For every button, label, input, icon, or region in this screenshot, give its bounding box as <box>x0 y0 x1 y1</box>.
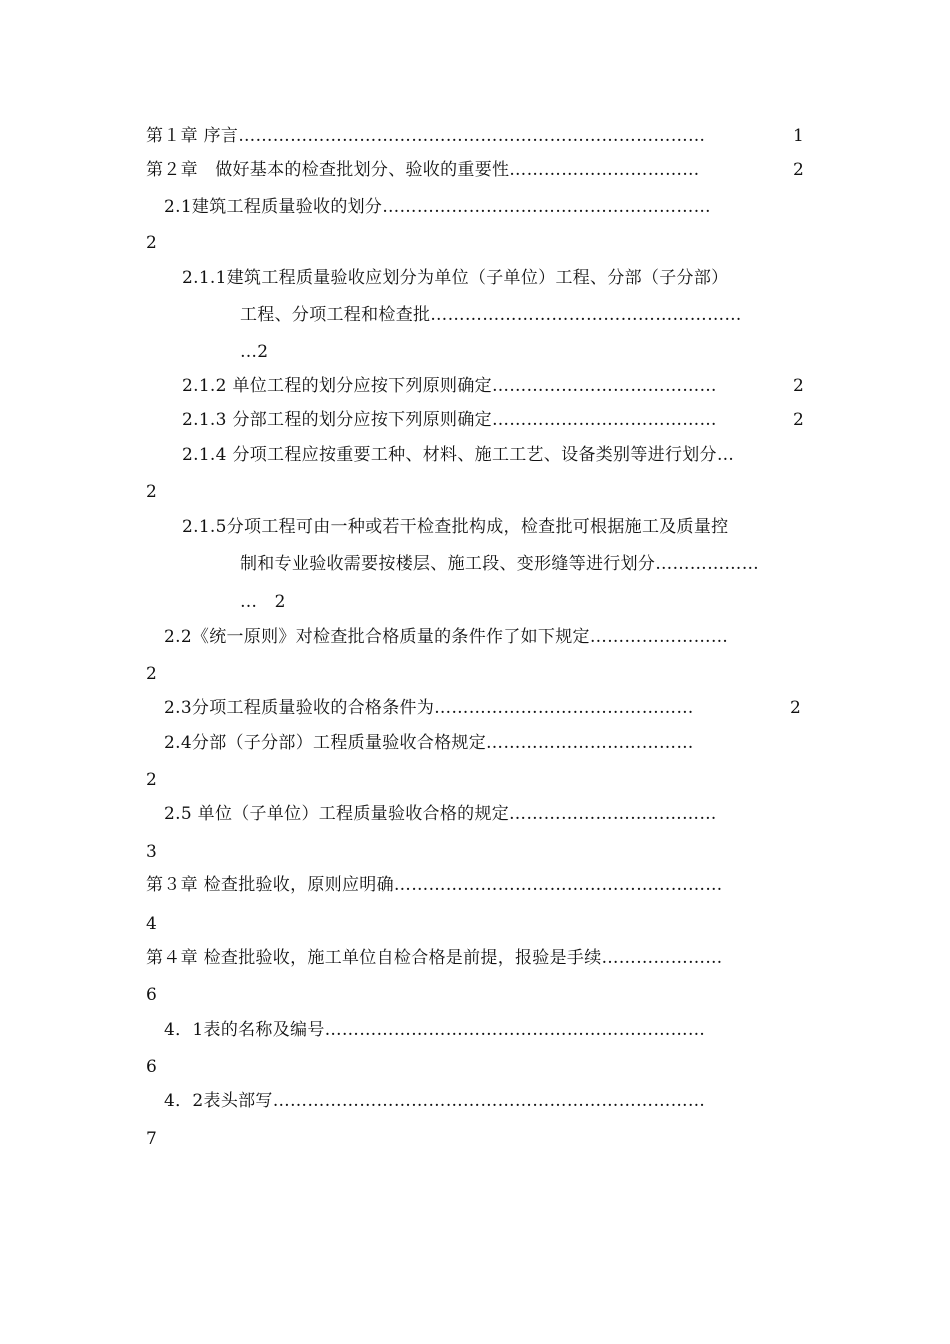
toc-line[interactable]: 2.1.4 分项工程应按重要工种、材料、施工工艺、设备类别等进行划分… <box>182 445 735 465</box>
toc-line: 2 <box>146 233 158 253</box>
toc-line[interactable]: 4．2表头部写………………………………………………………………… <box>164 1091 706 1111</box>
toc-page-number: 2 <box>793 410 804 430</box>
toc-line[interactable]: 4．1表的名称及编号………………………………………………………… <box>164 1020 706 1040</box>
toc-line[interactable]: 第１章 序言……………………………………………………………………… <box>146 126 706 146</box>
toc-line[interactable]: 2.4分部（子分部）工程质量验收合格规定……………………………… <box>164 733 694 753</box>
toc-line[interactable]: 第３章 检查批验收，原则应明确………………………………………………… <box>146 875 723 895</box>
toc-line: 6 <box>146 985 158 1005</box>
toc-line[interactable]: 2.1建筑工程质量验收的划分………………………………………………… <box>164 197 711 217</box>
toc-line[interactable]: 2.1.3 分部工程的划分应按下列原则确定………………………………… <box>182 410 717 430</box>
toc-page-number: 1 <box>793 126 804 146</box>
toc-line: 4 <box>146 914 158 934</box>
toc-line[interactable]: 2.1.5分项工程可由一种或若干检查批构成，检查批可根据施工及质量控 <box>182 517 729 537</box>
toc-line[interactable]: 2.3分项工程质量验收的合格条件为……………………………………… <box>164 698 694 718</box>
toc-line: 7 <box>146 1129 158 1149</box>
toc-line: 6 <box>146 1057 158 1077</box>
toc-line[interactable]: 2.5 单位（子单位）工程质量验收合格的规定……………………………… <box>164 804 717 824</box>
toc-line: … 2 <box>240 592 286 612</box>
toc-line[interactable]: 第４章 检查批验收，施工单位自检合格是前提，报验是手续………………… <box>146 948 723 968</box>
toc-line: 2 <box>146 664 158 684</box>
toc-line: 2 <box>146 482 158 502</box>
toc-line[interactable]: 工程、分项工程和检查批……………………………………………… <box>240 305 742 325</box>
toc-line[interactable]: 2.1.2 单位工程的划分应按下列原则确定………………………………… <box>182 376 717 396</box>
toc-page-number: 2 <box>790 698 801 718</box>
toc-page-number: 2 <box>793 376 804 396</box>
toc-line: …2 <box>240 342 269 362</box>
toc-line[interactable]: 2.2《统一原则》对检查批合格质量的条件作了如下规定…………………… <box>164 627 729 647</box>
toc-page-number: 2 <box>793 160 804 180</box>
toc-line: 3 <box>146 842 158 862</box>
toc-line[interactable]: 第２章 做好基本的检查批划分、验收的重要性…………………………… <box>146 160 700 180</box>
toc-line[interactable]: 2.1.1建筑工程质量验收应划分为单位（子单位）工程、分部（子分部） <box>182 268 729 288</box>
toc-line[interactable]: 制和专业验收需要按楼层、施工段、变形缝等进行划分……………… <box>240 554 759 574</box>
toc-line: 2 <box>146 770 158 790</box>
